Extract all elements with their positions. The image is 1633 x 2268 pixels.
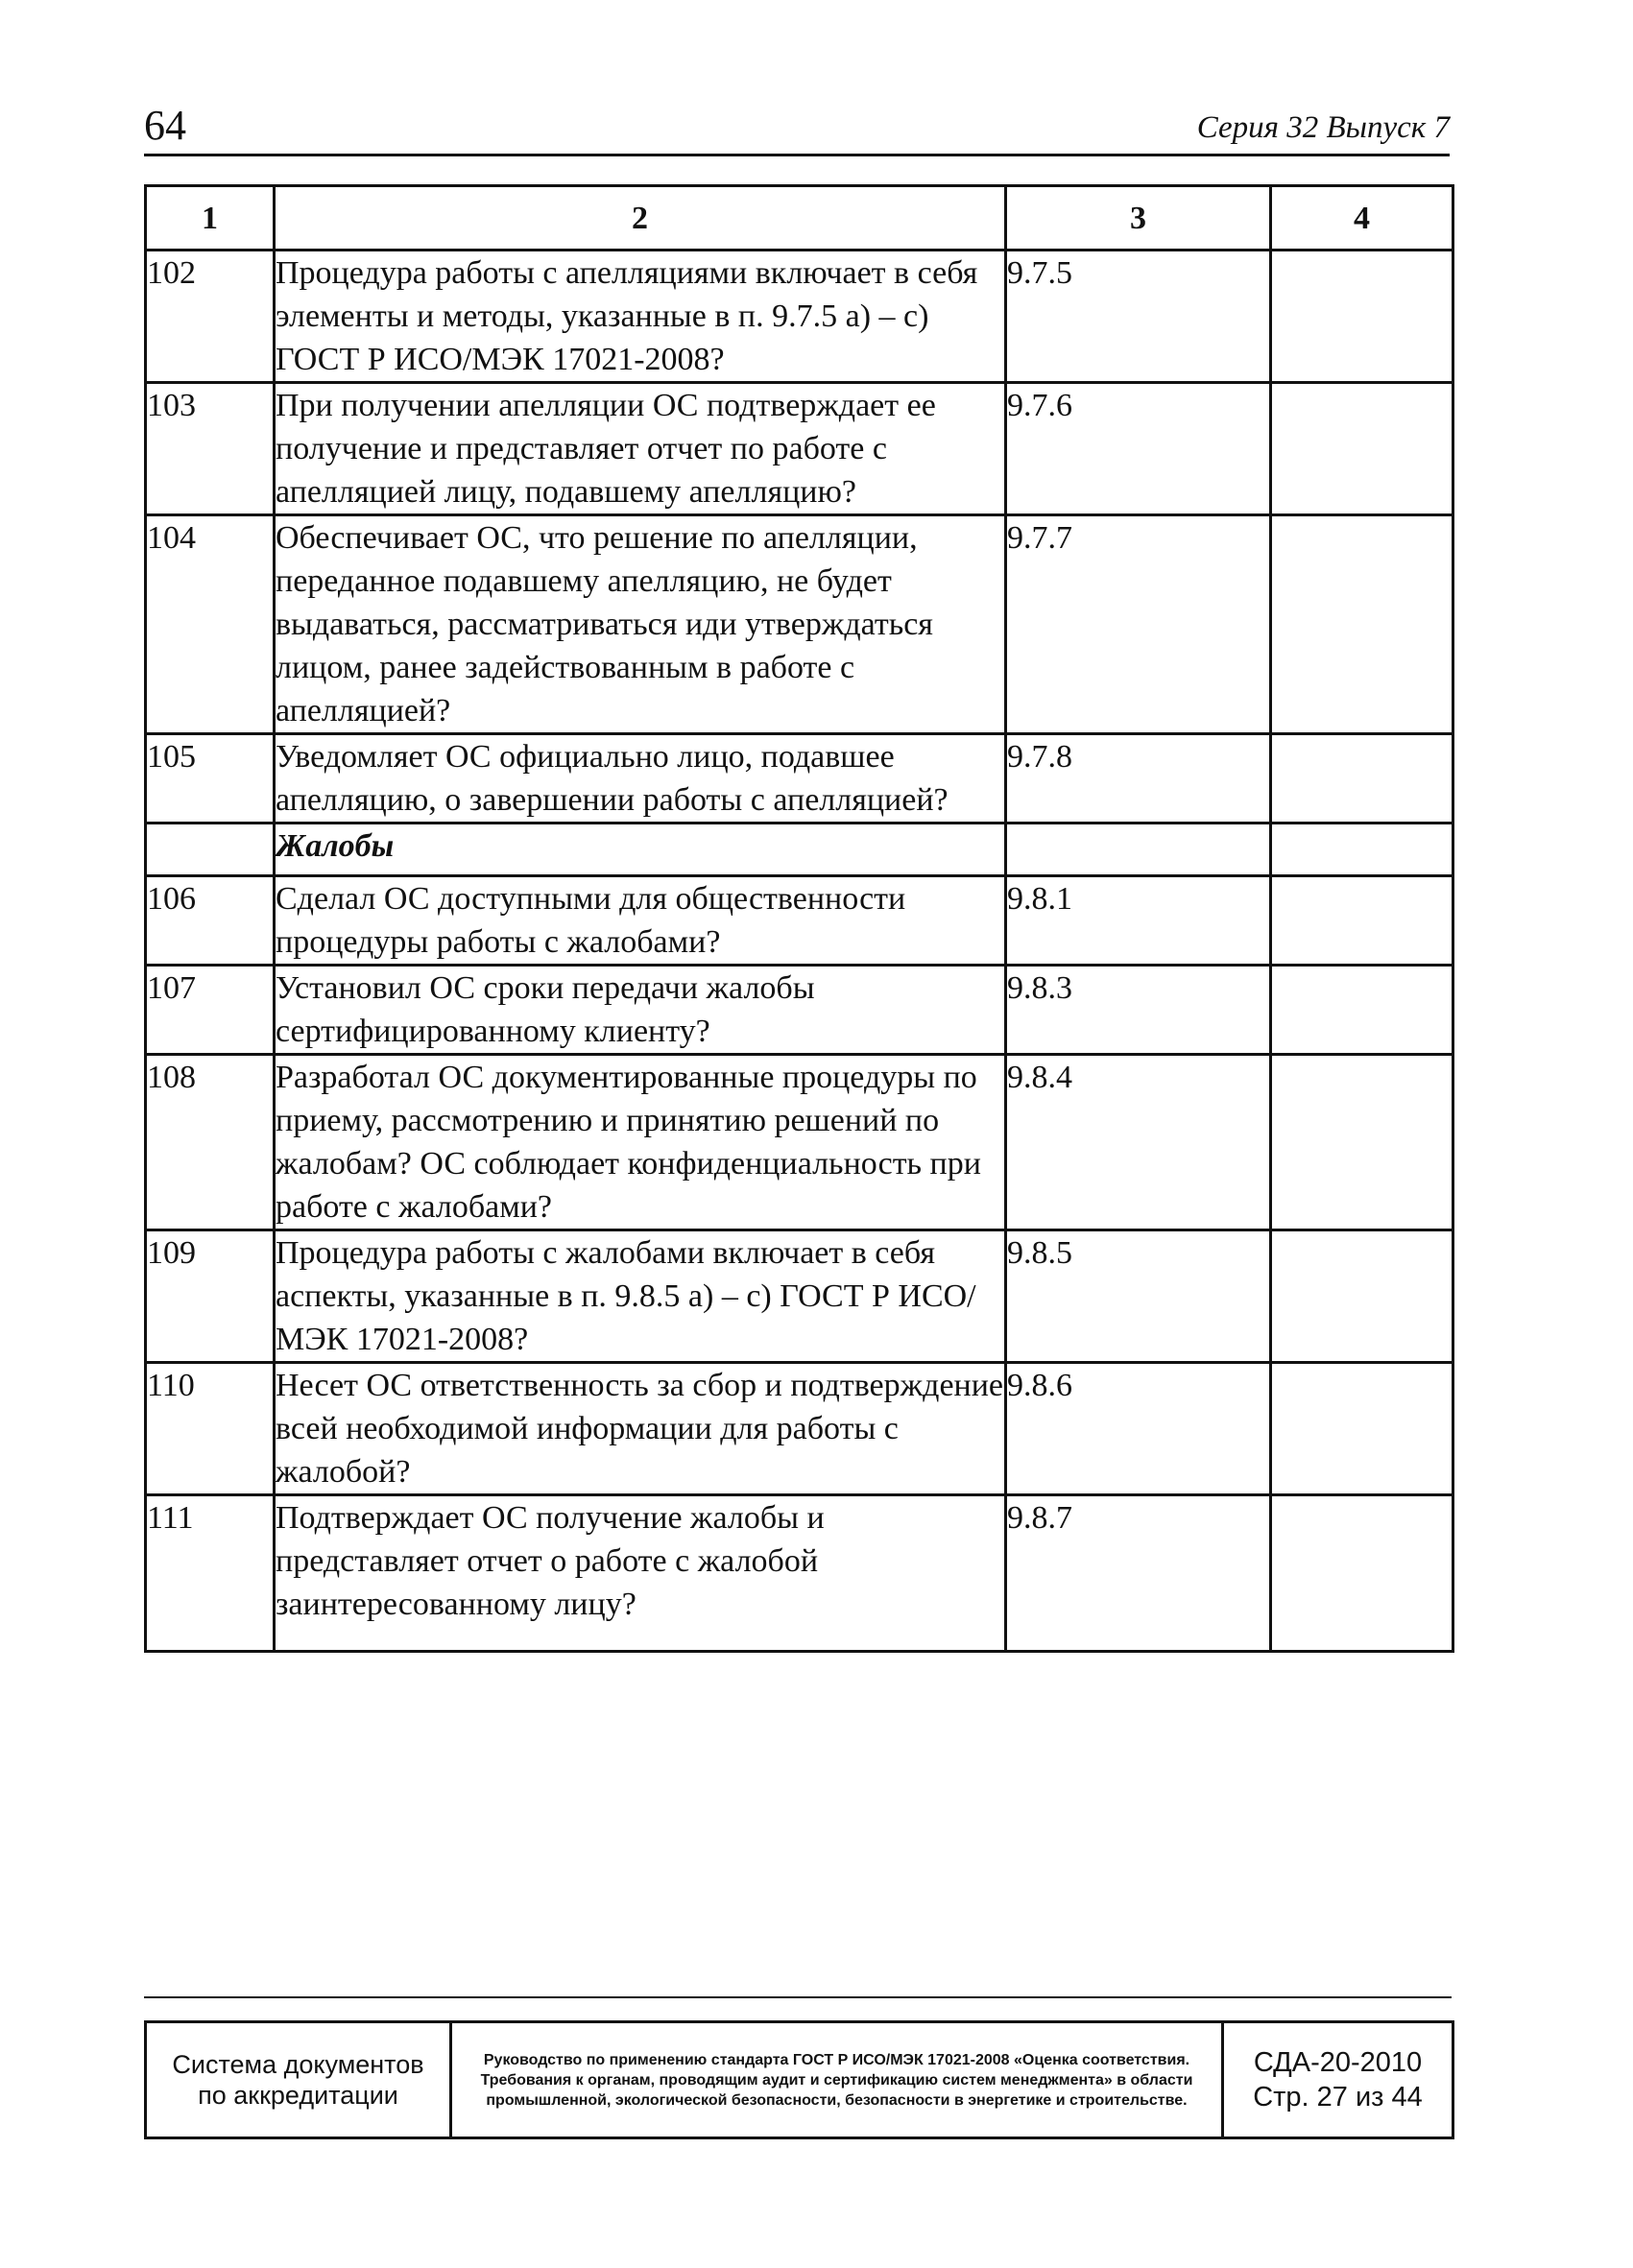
row-question: Процедура работы с апелляциями включает в себя элементы и методы, указанные в п. 9.7.5 а) – с) ГОСТ Р ИСО/МЭК 17021-2008?: [275, 251, 1006, 383]
page-footer: [144, 2020, 1454, 2139]
page-header: [144, 104, 1450, 156]
table-header-row: [146, 186, 1453, 251]
footer-description: Руководство по применению стандарта ГОСТ Р ИСО/МЭК 17021-2008 «Оценка соответствия. Требования к органам, проводящим аудит и сертификацию систем менеджмента» в области промышленной, экологической безопасности, безопасности в энергетике и строительстве.: [451, 2022, 1223, 2138]
row-number: 103: [146, 383, 275, 515]
row-mark-cell: [1271, 966, 1453, 1055]
row-clause-ref: 9.8.3: [1006, 966, 1271, 1055]
section-number-cell: [146, 824, 275, 876]
table-row: [146, 1230, 1453, 1363]
row-mark-cell: [1271, 515, 1453, 734]
row-question: Сделал ОС доступными для общественности процедуры работы с жалобами?: [275, 876, 1006, 966]
row-clause-ref: 9.8.6: [1006, 1363, 1271, 1495]
footer-doc-info: [1223, 2022, 1453, 2138]
table-row: [146, 876, 1453, 966]
row-number: 105: [146, 734, 275, 824]
row-clause-ref: 9.8.1: [1006, 876, 1271, 966]
row-mark-cell: [1271, 1055, 1453, 1230]
checklist-table: [144, 184, 1454, 1653]
row-question: Обеспечивает ОС, что решение по апелляции, переданное подавшему апелляцию, не будет выдаваться, рассматриваться иди утверждаться лицом, ранее задействованным в работе с апелляцией?: [275, 515, 1006, 734]
footer-system-line1: Система документов: [172, 2050, 424, 2079]
row-number: 110: [146, 1363, 275, 1495]
column-header-2: 2: [275, 186, 1006, 251]
table-row: [146, 734, 1453, 824]
row-question: Несет ОС ответственность за сбор и подтверждение всей необходимой информации для работы с жалобой?: [275, 1363, 1006, 1495]
row-clause-ref: 9.7.6: [1006, 383, 1271, 515]
row-number: 107: [146, 966, 275, 1055]
row-mark-cell: [1271, 876, 1453, 966]
table-row: [146, 1055, 1453, 1230]
section-row: [146, 824, 1453, 876]
row-clause-ref: 9.8.5: [1006, 1230, 1271, 1363]
column-header-1: 1: [146, 186, 275, 251]
row-number: 108: [146, 1055, 275, 1230]
row-question: При получении апелляции ОС подтверждает ее получение и представляет отчет по работе с апелляцией лицу, подавшему апелляцию?: [275, 383, 1006, 515]
column-header-3: 3: [1006, 186, 1271, 251]
row-question: Уведомляет ОС официально лицо, подавшее апелляцию, о завершении работы с апелляцией?: [275, 734, 1006, 824]
row-mark-cell: [1271, 383, 1453, 515]
row-clause-ref: 9.7.5: [1006, 251, 1271, 383]
row-mark-cell: [1271, 1230, 1453, 1363]
footer-divider: [144, 1996, 1452, 1998]
row-clause-ref: 9.7.8: [1006, 734, 1271, 824]
section-ref-cell: [1006, 824, 1271, 876]
row-number: 104: [146, 515, 275, 734]
series-title: Серия 32 Выпуск 7: [1196, 110, 1450, 145]
row-question: Установил ОС сроки передачи жалобы сертифицированному клиенту?: [275, 966, 1006, 1055]
footer-system-line2: по аккредитации: [198, 2081, 398, 2110]
footer-doc-code: СДА-20-2010: [1253, 2047, 1423, 2078]
footer-page-info: Стр. 27 из 44: [1253, 2082, 1423, 2113]
table-row: [146, 966, 1453, 1055]
row-question: Разработал ОС документированные процедуры по приему, рассмотрению и принятию решений по жалобам? ОС соблюдает конфиденциальность при работе с жалобами?: [275, 1055, 1006, 1230]
table-row: [146, 383, 1453, 515]
table-row: [146, 251, 1453, 383]
row-clause-ref: 9.8.4: [1006, 1055, 1271, 1230]
column-header-4: 4: [1271, 186, 1453, 251]
page-number: 64: [144, 102, 186, 149]
row-clause-ref: 9.7.7: [1006, 515, 1271, 734]
row-mark-cell: [1271, 1363, 1453, 1495]
row-number: 102: [146, 251, 275, 383]
footer-system-name: [146, 2022, 451, 2138]
row-number: 111: [146, 1495, 275, 1652]
row-number: 109: [146, 1230, 275, 1363]
row-mark-cell: [1271, 734, 1453, 824]
table-row: [146, 1363, 1453, 1495]
row-mark-cell: [1271, 1495, 1453, 1652]
row-question: Процедура работы с жалобами включает в себя аспекты, указанные в п. 9.8.5 а) – с) ГОСТ Р ИСО/МЭК 17021-2008?: [275, 1230, 1006, 1363]
row-clause-ref: 9.8.7: [1006, 1495, 1271, 1652]
section-mark-cell: [1271, 824, 1453, 876]
row-number: 106: [146, 876, 275, 966]
row-mark-cell: [1271, 251, 1453, 383]
table-row: [146, 515, 1453, 734]
section-title: Жалобы: [275, 824, 1006, 876]
table-row: [146, 1495, 1453, 1652]
row-question: Подтверждает ОС получение жалобы и представляет отчет о работе с жалобой заинтересованному лицу?: [275, 1495, 1006, 1652]
